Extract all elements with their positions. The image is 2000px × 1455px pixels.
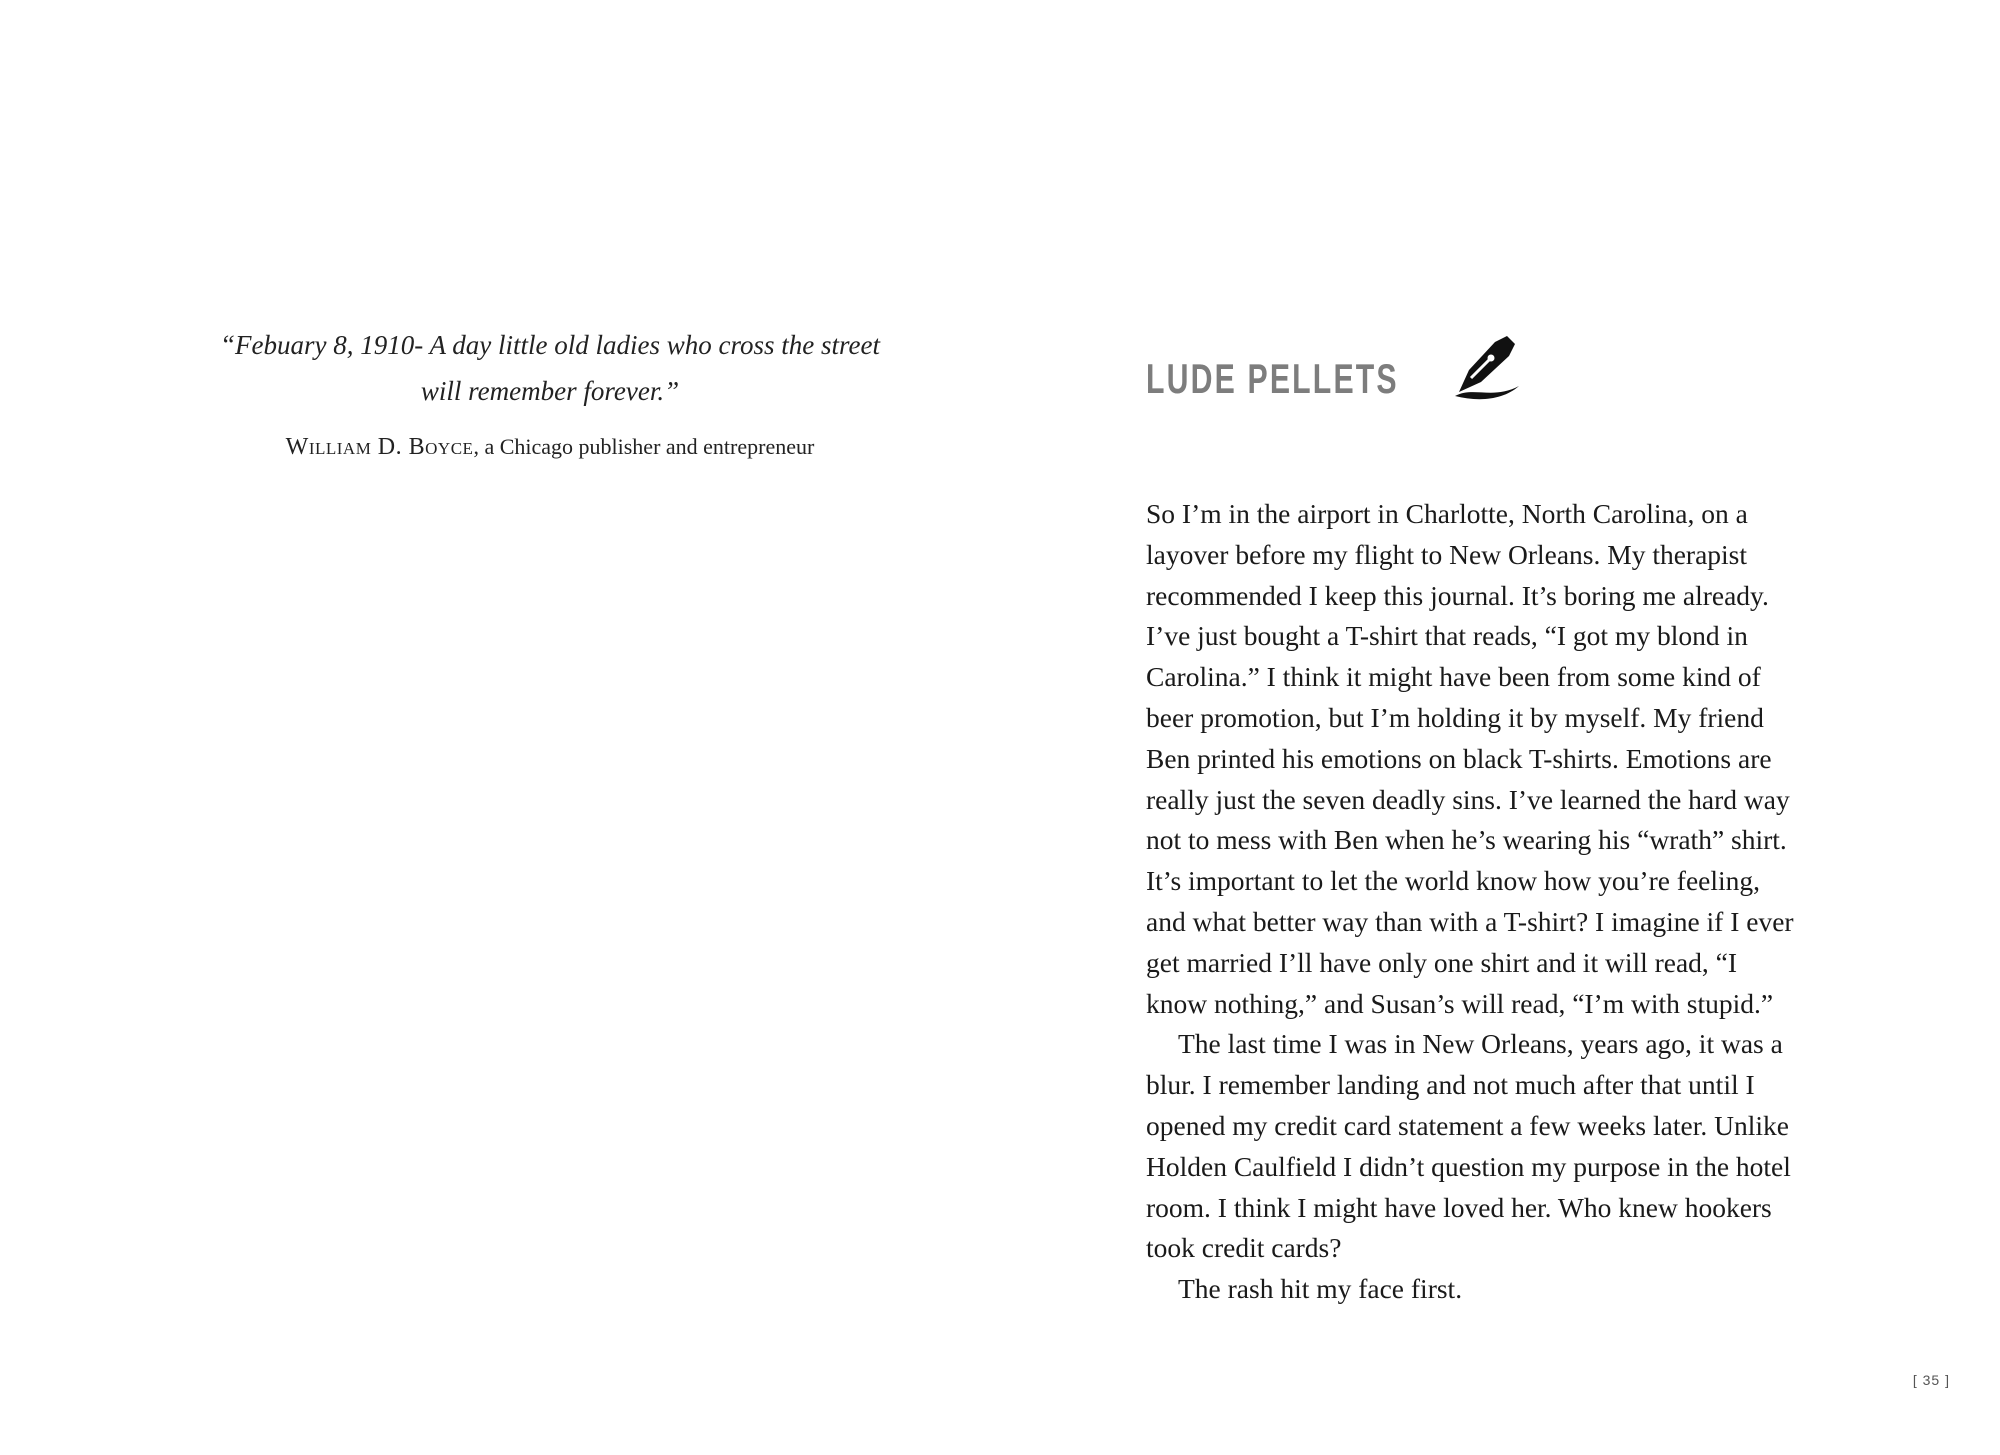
chapter-title: LUDE PELLETS — [1146, 355, 1399, 402]
attribution-description: , a Chicago publisher and entrepreneur — [473, 434, 815, 459]
paragraph: The last time I was in New Orleans, years ago, it was a blur. I remember landing and not much after that until I opened my credit card statement a few weeks later. Unlike Holden Caulfield I didn’t question my purpose in the hotel room. I think I might have loved her. Who knew hookers took credit cards? — [1146, 1028, 1791, 1264]
epigraph — [200, 322, 900, 462]
epigraph-quote-line-1: “Febuary 8, 1910- A day little old ladies who cross the street — [220, 330, 880, 360]
paragraph: The rash hit my face first. — [1178, 1273, 1463, 1305]
epigraph-attribution — [200, 432, 900, 462]
chapter-heading — [1146, 330, 1523, 402]
chapter-body — [1146, 494, 1796, 1310]
epigraph-quote — [200, 322, 900, 414]
page-number: [ 35 ] — [1912, 1372, 1950, 1388]
fountain-pen-icon — [1451, 330, 1523, 402]
paragraph: So I’m in the airport in Charlotte, North Carolina, on a layover before my flight to New Orleans. My therapist recommended I keep this journal. It’s boring me already. I’ve just bought a T-shirt that reads, “I got my blond in Carolina.” I think it might have been from some kind of beer promotion, but I’m holding it by myself. My friend Ben printed his emotions on black T-shirts. Emotions are really just the seven deadly sins. I’ve learned the hard way not to mess with Ben when he’s wearing his “wrath” shirt. It’s important to let the world know how you’re feeling, and what better way than with a T-shirt? I imagine if I ever get married I’ll have only one shirt and it will read, “I know nothing,” and Susan’s will read, “I’m with stupid.” — [1146, 498, 1794, 1019]
epigraph-quote-line-2: will remember forever.” — [420, 376, 680, 406]
attribution-name: William D. Boyce — [285, 434, 474, 460]
